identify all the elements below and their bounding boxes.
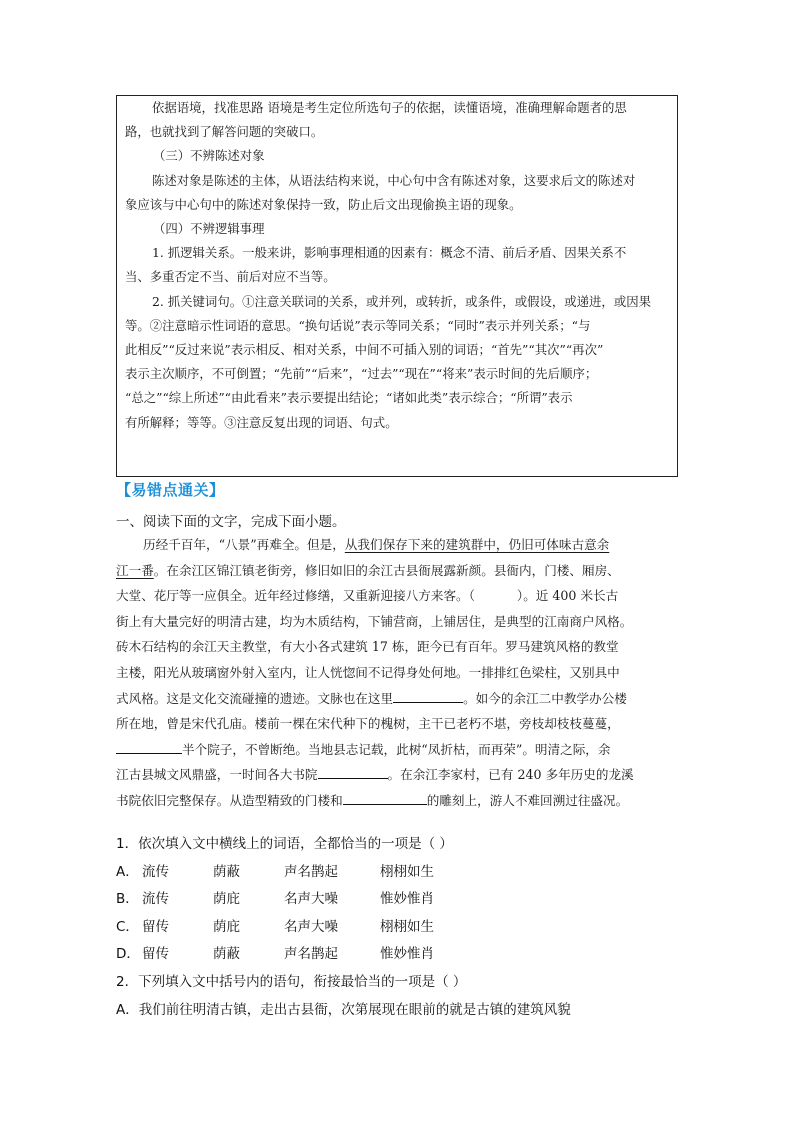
- passage-text: 大堂、花厅等一应俱全。近年经过修缮，又重新迎接八方来客。（: [116, 588, 475, 604]
- passage-text: 。如今的余江二中教学办公楼: [463, 690, 627, 706]
- tip-heading-4: （四）不辨逻辑事理: [153, 221, 265, 237]
- tip-text-line: 象应该与中心句中的陈述对象保持一致，防止后文出现偷换主语的现象。: [125, 196, 522, 212]
- tip-text-line: 当、多重否定不当、前后对应不当等。: [125, 269, 336, 285]
- option-word: 栩栩如生: [380, 864, 434, 880]
- option-word: 声名鹊起: [284, 946, 338, 962]
- tip-paragraph-3-cont: [125, 265, 665, 289]
- tip-paragraph-4-cont: [125, 314, 665, 435]
- passage-line: 街上有大量完好的明清古建，均为木质结构，下铺营商，上铺居住，是典型的江南商户风格。: [116, 613, 633, 629]
- section-title: 【易错点通关】: [116, 481, 225, 499]
- option-label: B．: [116, 891, 139, 907]
- passage-text: ）。近 400 米长古: [516, 588, 619, 604]
- tip-text-line: “总之”“综上所述”“由此看来”表示要提出结论；“诸如此类”表示综合；“所谓”表示: [125, 390, 573, 406]
- tips-box: [116, 95, 678, 477]
- tip-paragraph-1-cont: [125, 120, 665, 144]
- tip-paragraph-1: [125, 96, 665, 120]
- tip-text-line: 1. 抓逻辑关系。一般来讲，影响事理相通的因素有：概念不清、前后矛盾、因果关系不: [152, 245, 627, 261]
- option-word: 流传: [142, 891, 169, 907]
- option-label: A．: [116, 864, 139, 880]
- underlined-sentence: 从我们保存下来的建筑群中，仍旧可体味古意余: [344, 537, 610, 552]
- passage-text: 的雕刻上，游人不难回溯过往盛况。: [426, 792, 629, 808]
- tip-paragraph-2-cont: [125, 193, 665, 217]
- option-word: 荫蔽: [213, 946, 240, 962]
- option-label: D．: [116, 946, 140, 962]
- tip-text-line: 依据语境，找准思路 语境是考生定位所选句子的依据，读懂语境，准确理解命题者的思: [152, 100, 627, 115]
- q2-option-a[interactable]: A．我们前往明清古镇，走出古县衙，次第展现在眼前的就是古镇的建筑风貌: [116, 1002, 571, 1018]
- option-word: 荫庇: [213, 919, 240, 935]
- tip-text-line: 等。②注意暗示性词语的意思。“换句话说”表示等同关系；“同时”表示并列关系；“与: [125, 317, 591, 333]
- passage-line: [116, 532, 678, 558]
- passage-line: [116, 558, 678, 584]
- option-word: 荫庇: [213, 891, 240, 907]
- passage-line: [116, 788, 678, 814]
- question-intro: 一、阅读下面的文字，完成下面小题。: [116, 514, 346, 530]
- question-2-stem: 2．下列填入文中括号内的语句，衔接最恰当的一项是（ ）: [116, 974, 467, 990]
- option-label: C．: [116, 919, 139, 935]
- fill-blank-4: [343, 792, 427, 805]
- tip-paragraph-4: [125, 290, 665, 314]
- tip-paragraph-3: [125, 241, 665, 265]
- option-word: 惟妙惟肖: [380, 946, 434, 962]
- passage-text: 江古县城文风鼎盛，一时间各大书院: [116, 767, 318, 783]
- passage-line: [116, 686, 678, 712]
- tip-text-line: 此相反”“反过来说”表示相反、相对关系，中间不可插入别的词语；“首先”“其次”“再次”: [125, 342, 604, 358]
- option-word: 惟妙惟肖: [380, 891, 434, 907]
- passage-text: 。在余江李家村，已有 240 多年历史的龙溪: [387, 767, 634, 783]
- passage-line: [116, 762, 678, 788]
- passage-text: 式风格。这是文化交流碰撞的遗迹。文脉也在这里: [116, 690, 394, 706]
- option-word: 栩栩如生: [380, 919, 434, 935]
- option-word: 流传: [142, 864, 169, 880]
- fill-blank-3: [318, 766, 388, 779]
- fill-blank-2: [116, 741, 182, 754]
- passage-text: 书院依旧完整保存。从造型精致的门楼和: [116, 792, 343, 808]
- tip-paragraph-2: [125, 169, 665, 193]
- passage-line: [116, 737, 678, 763]
- tip-text-line: 2. 抓关键词句。①注意关联词的关系，或并列，或转折，或条件，或假设，或递进，或因果: [152, 293, 651, 309]
- option-word: 名声大噪: [284, 919, 338, 935]
- question-1-stem: 1．依次填入文中横线上的词语，全都恰当的一项是（ ）: [116, 836, 453, 852]
- passage-line: 砖木石结构的余江天主教堂，有大小各式建筑 17 栋，距今已有百年。罗马建筑风格的教堂: [116, 639, 619, 655]
- passage-line: 主楼，阳光从玻璃窗外射入室内，让人恍惚间不记得身处何地。一排排红色梁柱，又别具中: [116, 664, 620, 680]
- option-word: 留传: [142, 919, 169, 935]
- passage-text: 半个院子，不曾断绝。当地县志记载，此树“凤折枯，而再荣”。明清之际，余: [182, 741, 611, 757]
- tip-heading-3: （三）不辨陈述对象: [153, 148, 265, 164]
- passage-line: [116, 583, 678, 609]
- option-word: 声名鹊起: [284, 864, 338, 880]
- tip-text-line: 表示主次顺序，不可倒置；“先前”“后来”，“过去”“现在”“将来”表示时间的先后顺序；: [125, 366, 598, 382]
- option-word: 名声大噪: [284, 891, 338, 907]
- tip-text-line: 路，也就找到了解答问题的突破口。: [125, 124, 324, 140]
- reading-passage: [116, 532, 678, 814]
- passage-text: 。在余江区锦江镇老街旁，修旧如旧的余江古县衙展露新颜。县衙内，门楼、厢房、: [153, 562, 620, 578]
- passage-line: 所在地，曾是宋代孔庙。楼前一棵在宋代种下的槐树，主干已老朽不堪，旁枝却枝枝蔓蔓，: [116, 716, 620, 732]
- option-word: 荫蔽: [213, 864, 240, 880]
- underlined-sentence: 江一番: [116, 562, 154, 578]
- passage-text: 历经千百年，“八景”再难全。但是，: [143, 537, 345, 552]
- fill-blank-1: [393, 690, 463, 703]
- option-word: 留传: [142, 946, 169, 962]
- tip-text-line: 有所解释；等等。③注意反复出现的词语、句式。: [125, 414, 398, 430]
- tip-text-line: 陈述对象是陈述的主体，从语法结构来说，中心句中含有陈述对象，这要求后文的陈述对: [152, 172, 636, 188]
